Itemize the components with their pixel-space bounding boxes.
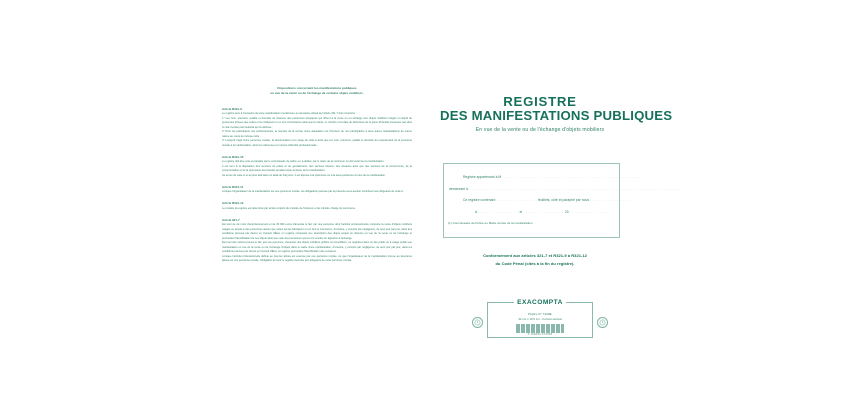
page-title (440, 86, 673, 134)
article-r321-9 (222, 107, 412, 149)
barcode-number: 3 130630 074305 (527, 332, 553, 336)
legal-reference-note (440, 252, 630, 268)
title-line-1: REGISTRE (503, 94, 577, 109)
owner-input-dots[interactable]: . . . . . . . . . . . . . . . . . . . . . . . . . . . . . . . . . . . . . . . . . . . . . . (502, 175, 640, 179)
residence-label: demeurant à (449, 186, 468, 191)
registration-form-box (443, 163, 681, 238)
article-paragraph: Lorsque l'activité professionnelle définie au premier alinéa est exercée par une personne morale, ou que l'organisateur de la manifestation prévue au deuxième alinéa est une personne morale, l'obligation de tenir le registre incombe aux dirigeants de cette personne morale. (222, 254, 412, 263)
form-footnote: (1) Commissaire de Police ou Maire du lieu de la manifestation (448, 221, 533, 225)
owner-label: Registre appartenant à M (463, 175, 502, 179)
article-body (222, 112, 412, 148)
article-paragraph: Le registre doit être coté et paraphé par le commissaire de police ou, à défaut, par le maire de la commune où doit avoir lieu la manifestation. (222, 160, 385, 164)
article-paragraph: Le registre tenu à l'occasion de toute manifestation mentionnée au deuxième alinéa de l'article 321-7 doit comporter : (222, 112, 357, 116)
article-paragraph: Lorsque l'organisateur de la manifestation est une personne morale, les obligations prévues par la présente sous-section incombent aux dirigeants de celle-ci. (222, 190, 404, 194)
certification-seal-right-icon (597, 317, 608, 328)
contains-label: Ce registre contenant (463, 198, 496, 202)
article-r321-12 (222, 201, 412, 211)
form-row-owner (463, 175, 639, 179)
title-subtitle: En vue de la vente ou de l'échange d'objets mobiliers (475, 127, 605, 134)
barcode-group (516, 324, 564, 336)
residence-input-dots[interactable]: . . . . . . . . . . . . . . . . . . . . . . . . . . . . . . . . . . . . . . . . . . . . . . (468, 186, 606, 191)
header-line-2: en vue de la vente ou de l'échange de certains objets mobiliers. (270, 90, 364, 95)
article-title: Article R321-10 (222, 154, 244, 159)
article-body (222, 207, 412, 212)
article-paragraph: Il est tenu à la disposition des services de police et de gendarmerie, des services fiscaux, des douanes ainsi que des services de la concurrence, de la consommation et de la répression des fraudes pendant toute la durée de la manifestation. (222, 164, 412, 173)
article-r321-10 (222, 155, 412, 179)
sheets-trailing-dots[interactable]: . . . . . . . . . . . . . . (589, 198, 631, 202)
place-input-dots[interactable]: . . . . . . . . . . . . . . (478, 209, 519, 214)
header-line-1: Dispositions concernant les manifestations publiques (277, 86, 357, 90)
article-paragraph: 1° Les nom, prénoms, qualité et domicile de chacune des personnes physiques qui offrent à la vente ou en échange des objets mobiliers rangés ou dépôt de personnes privées que celles-ci les indiquent ou en tout circonstance ainsi que la nature, le nombre et la date de délivrance de la pièce d'identité présentée par elles si cela n'existe pas l'autorité qui l'a délivrée ; (222, 116, 412, 129)
article-paragraph: Est puni des mêmes peines le fait, par une personne, d'exposer des objets mobiliers publics ou immobiliers, ou organiser dans un lieu public ou à usage public une manifestation en vue de la vente ou de l'échange d'objets dans le cadre d'une manifestation, d'omettre, y compris par négligence, de tenir jour par jour, dans les conditions prévues par décret en Conseil d'État, un registre permettant l'identification des vendeurs. (222, 241, 412, 254)
barcode-icon (516, 324, 564, 333)
article-title: Article 321-7 (222, 217, 240, 222)
form-row-place-date (475, 210, 610, 214)
form-row-residence (449, 187, 681, 191)
article-body (222, 160, 412, 178)
title-line-2: DES MANIFESTATIONS PUBLIQUES (440, 108, 673, 124)
legal-articles-column (222, 86, 412, 264)
article-paragraph: Au terme de celle-ci et au plus tard dans un délai de huit jours, il est déposé à la préfecture ou à la sous-préfecture du lieu de la manifestation. (222, 173, 386, 177)
product-reference: Piqûre N° 7430E (528, 311, 552, 316)
article-paragraph: 3° Lorsqu'il s'agit d'une personne morale, la dénomination et le siège de celle-ci ainsi que les nom, prénoms, qualité et domicile du représentant de la personne morale à la manifestation, ainsi les références et numéro d'identité professionnelle. (222, 139, 412, 147)
residence-input-dots-cont[interactable]: . . . . . . . . . . . . . . . . . . . . . . . . . (606, 186, 681, 191)
reference-line-1: Conformément aux articles 321-7 et R321-9 à R321-12 (483, 253, 587, 258)
sheets-label: feuillets, côté et paraphé par nous (537, 198, 590, 202)
product-dimensions: 32 cm x 19,5 cm - Format vertical (518, 316, 562, 321)
form-row-sheet-count (463, 198, 631, 202)
article-r321-11 (222, 185, 412, 195)
article-body (222, 190, 412, 195)
article-title: Article R321-11 (222, 184, 244, 189)
article-paragraph: Est puni de six mois d'emprisonnement et de 30 000 euros d'amende le fait, par une personne dont l'activité professionnelle comporte la vente d'objets mobiliers usagés ou acquis à des personnes autres que celles qui les fabriquent ou en font le commerce, d'omettre, y compris par négligence, de tenir jour par jour, dans des conditions prévues par décret en Conseil d'État, un registre contenant une description des objets acquis ou détenus en vue de la vente ou de l'échange et permettant l'identification de ces objets ainsi que celle des personnes qui les ont vendus ou apportés à l'échange. (222, 223, 412, 240)
certification-seal-left-icon (472, 317, 483, 328)
article-321-7 (222, 218, 412, 264)
article-body (222, 223, 412, 264)
sheet-count-input-dots[interactable]: . . . . . . . . . . . . . . (496, 198, 537, 202)
year-label: 20 (564, 209, 569, 214)
title-column (440, 86, 673, 134)
exacompta-logo: EXACOMPTA (514, 299, 566, 306)
brand-block (487, 298, 593, 338)
article-paragraph: Le modèle du registre est déterminé par arrêté conjoint du ministre de l'intérieur et du ministre chargé du commerce. (222, 206, 356, 210)
reference-line-2: du Code Pénal (cités à la fin du registre). (495, 260, 575, 266)
date-the-label: le (519, 209, 523, 214)
year-input-dots[interactable]: . . . . . . . . . . . . . . (569, 209, 611, 214)
article-paragraph: 2° Pour les participants non professionnels, la mention de la remise d'une attestation sur l'honneur de non participation à deux autres manifestations de même nature au cours de l'année civile ; (222, 130, 412, 138)
article-title: Article R321-12 (222, 201, 244, 206)
date-input-dots[interactable]: . . . . . . . . . . . . . . (523, 209, 564, 214)
article-title: Article R321-9 (222, 106, 242, 111)
place-label: A (475, 209, 478, 214)
